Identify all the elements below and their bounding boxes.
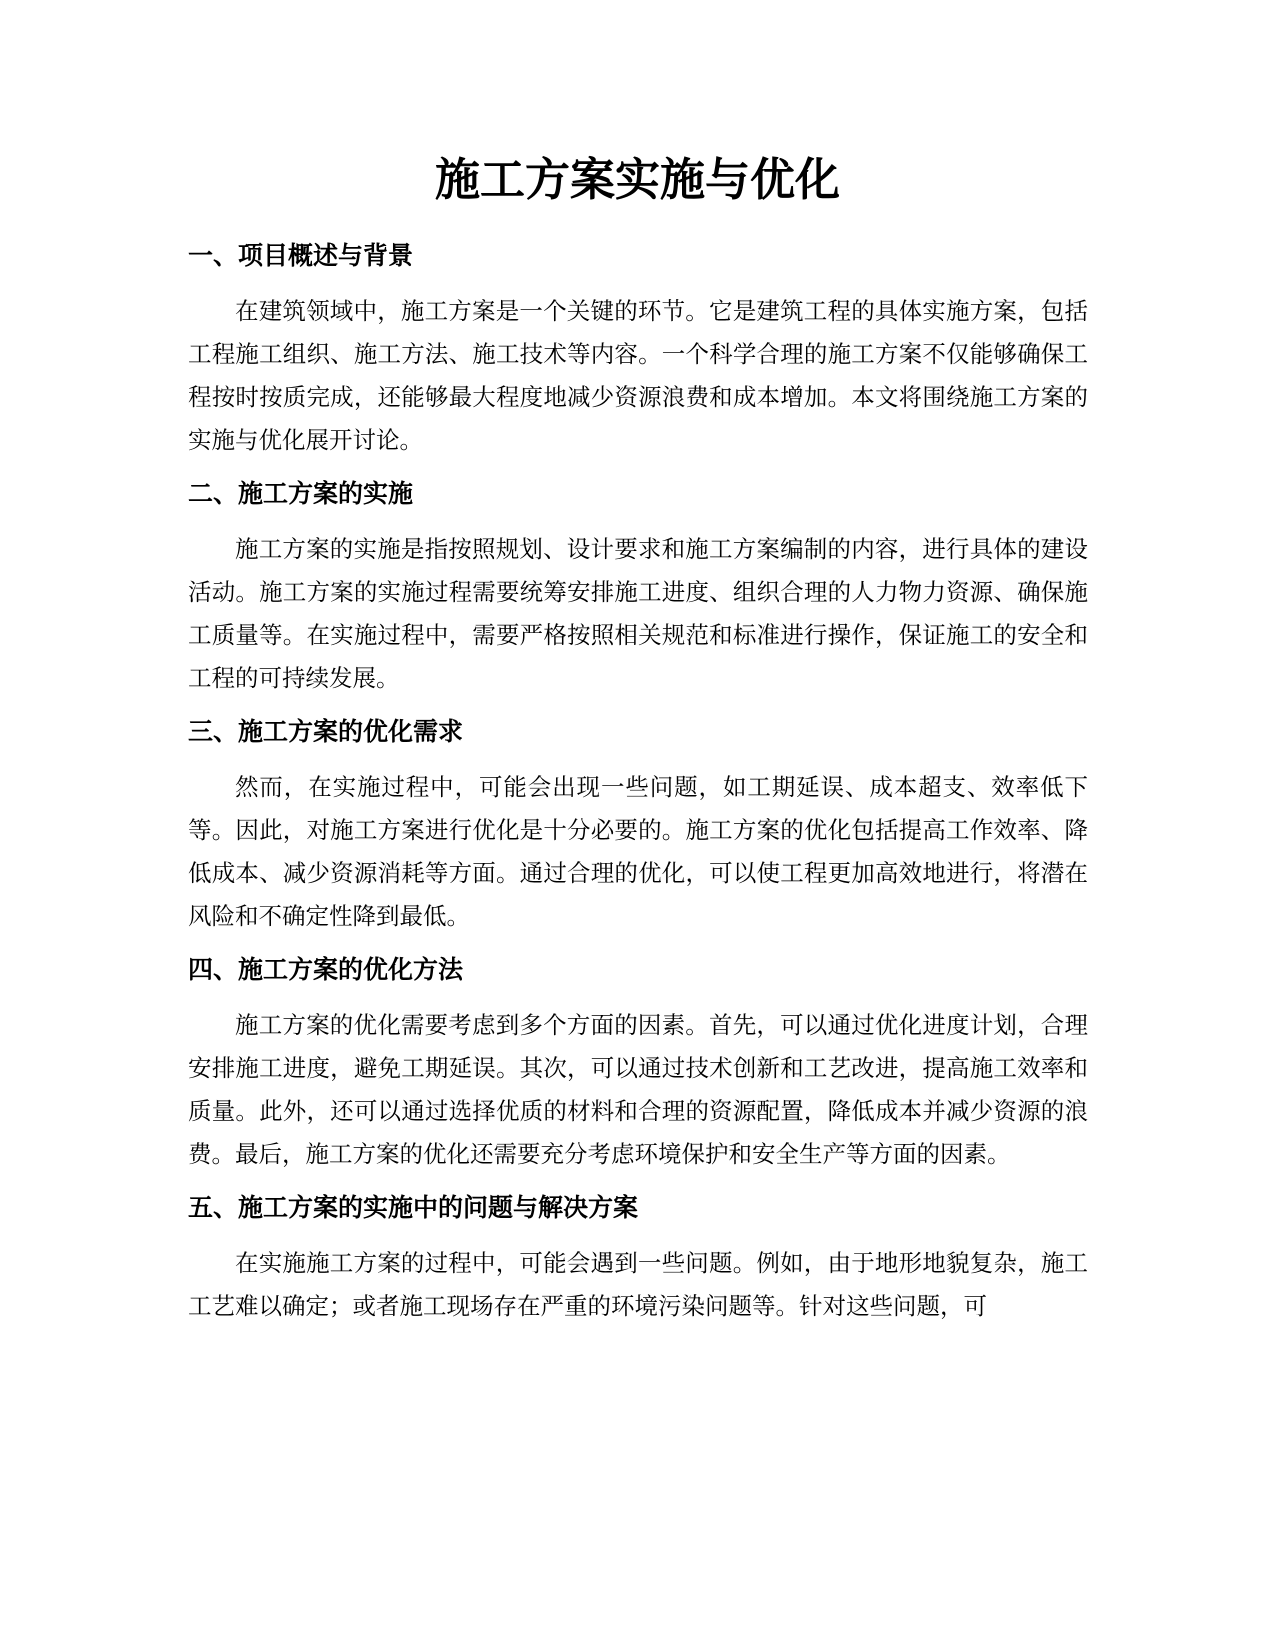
section-paragraph-2: 施工方案的实施是指按照规划、设计要求和施工方案编制的内容，进行具体的建设活动。施工方案的实施过程需要统筹安排施工进度、组织合理的人力物力资源、确保施工质量等。在实施过程中，需要严格按照相关规范和标准进行操作，保证施工的安全和工程的可持续发展。	[188, 535, 1088, 692]
section-paragraph-4: 施工方案的优化需要考虑到多个方面的因素。首先，可以通过优化进度计划，合理安排施工进度，避免工期延误。其次，可以通过技术创新和工艺改进，提高施工效率和质量。此外，还可以通过选择优质的材料和合理的资源配置，降低成本并减少资源的浪费。最后，施工方案的优化还需要充分考虑环境保护和安全生产等方面的因素。	[188, 1011, 1088, 1168]
document-title: 施工方案实施与优化	[434, 153, 840, 206]
section-paragraph-1: 在建筑领域中，施工方案是一个关键的环节。它是建筑工程的具体实施方案，包括工程施工组织、施工方法、施工技术等内容。一个科学合理的施工方案不仅能够确保工程按时按质完成，还能够最大程度地减少资源浪费和成本增加。本文将围绕施工方案的实施与优化展开讨论。	[188, 297, 1088, 454]
section-heading-5: 五、施工方案的实施中的问题与解决方案	[188, 1193, 639, 1222]
section-heading-3: 三、施工方案的优化需求	[188, 717, 464, 746]
document-body	[188, 236, 1088, 1338]
section-heading-4: 四、施工方案的优化方法	[188, 955, 464, 984]
section-paragraph-3: 然而，在实施过程中，可能会出现一些问题，如工期延误、成本超支、效率低下等。因此，对施工方案进行优化是十分必要的。施工方案的优化包括提高工作效率、降低成本、减少资源消耗等方面。通过合理的优化，可以使工程更加高效地进行，将潜在风险和不确定性降到最低。	[188, 773, 1088, 930]
section-heading-2: 二、施工方案的实施	[188, 479, 414, 508]
section-paragraph-5: 在实施施工方案的过程中，可能会遇到一些问题。例如，由于地形地貌复杂，施工工艺难以确定；或者施工现场存在严重的环境污染问题等。针对这些问题，可	[188, 1249, 1088, 1320]
section-heading-1: 一、项目概述与背景	[188, 241, 414, 270]
